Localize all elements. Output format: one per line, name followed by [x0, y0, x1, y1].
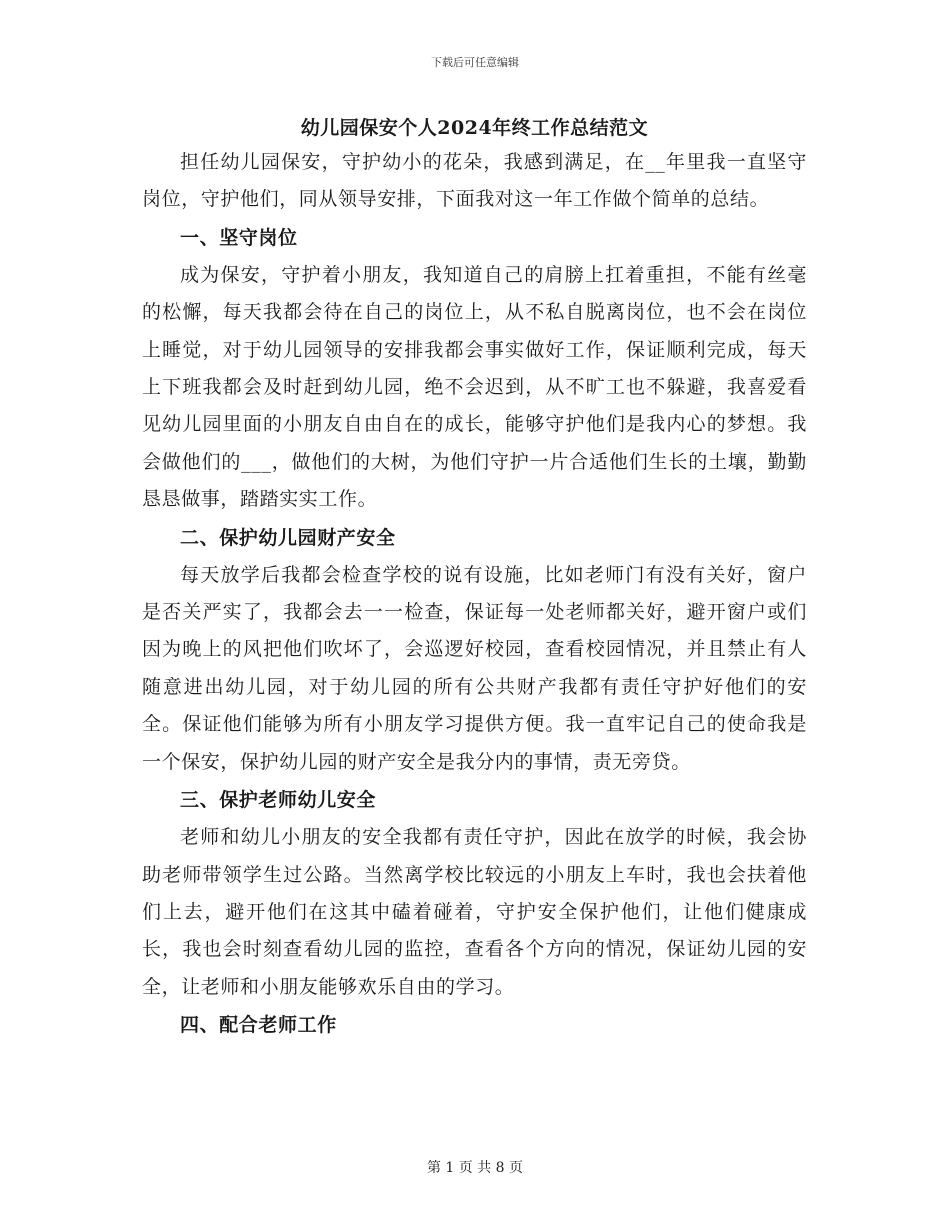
- page-number: 第 1 页 共 8 页: [426, 1160, 524, 1176]
- document-title: 幼儿园保安个人2024年终工作总结范文: [300, 117, 649, 139]
- section-heading-1: 一、坚守岗位: [180, 226, 298, 249]
- document-body: [142, 112, 807, 1044]
- section-heading-2: 二、保护幼儿园财产安全: [180, 526, 396, 549]
- section-heading-4: 四、配合老师工作: [180, 1014, 337, 1037]
- page-header-note: 下载后可任意编辑: [431, 56, 519, 69]
- section-paragraph-2: 每天放学后我都会检查学校的说有设施，比如老师门有没有关好，窗户是否关严实了，我都会去一一检查，保证每一处老师都关好，避开窗户或们因为晚上的风把他们吹坏了，会巡逻好校园，查看校园情况，并且禁止有人随意进出幼儿园，对于幼儿园的所有公共财产我都有责任守护好他们的安全。保证他们能够为所有小朋友学习提供方便。我一直牢记自己的使命我是一个保安，保护幼儿园的财产安全是我分内的事情，责无旁贷。: [142, 563, 807, 773]
- section-heading-3: 三、保护老师幼儿安全: [180, 789, 377, 812]
- section-paragraph-3: 老师和幼儿小朋友的安全我都有责任守护，因此在放学的时候，我会协助老师带领学生过公路。当然离学校比较远的小朋友上车时，我也会扶着他们上去，避开他们在这其中磕着碰着，守护安全保护他们，让他们健康成长，我也会时刻查看幼儿园的监控，查看各个方向的情况，保证幼儿园的安全，让老师和小朋友能够欢乐自由的学习。: [142, 826, 807, 998]
- intro-paragraph: 担任幼儿园保安，守护幼小的花朵，我感到满足，在__年里我一直坚守岗位，守护他们，同从领导安排，下面我对这一年工作做个简单的总结。: [142, 151, 807, 211]
- section-paragraph-1: 成为保安，守护着小朋友，我知道自己的肩膀上扛着重担，不能有丝毫的松懈，每天我都会待在自己的岗位上，从不私自脱离岗位，也不会在岗位上睡觉，对于幼儿园领导的安排我都会事实做好工作，保证顺利完成，每天上下班我都会及时赶到幼儿园，绝不会迟到，从不旷工也不躲避，我喜爱看见幼儿园里面的小朋友自由自在的成长，能够守护他们是我内心的梦想。我会做他们的___，做他们的大树，为他们守护一片合适他们生长的土壤，勤勤恳恳做事，踏踏实实工作。: [142, 263, 807, 511]
